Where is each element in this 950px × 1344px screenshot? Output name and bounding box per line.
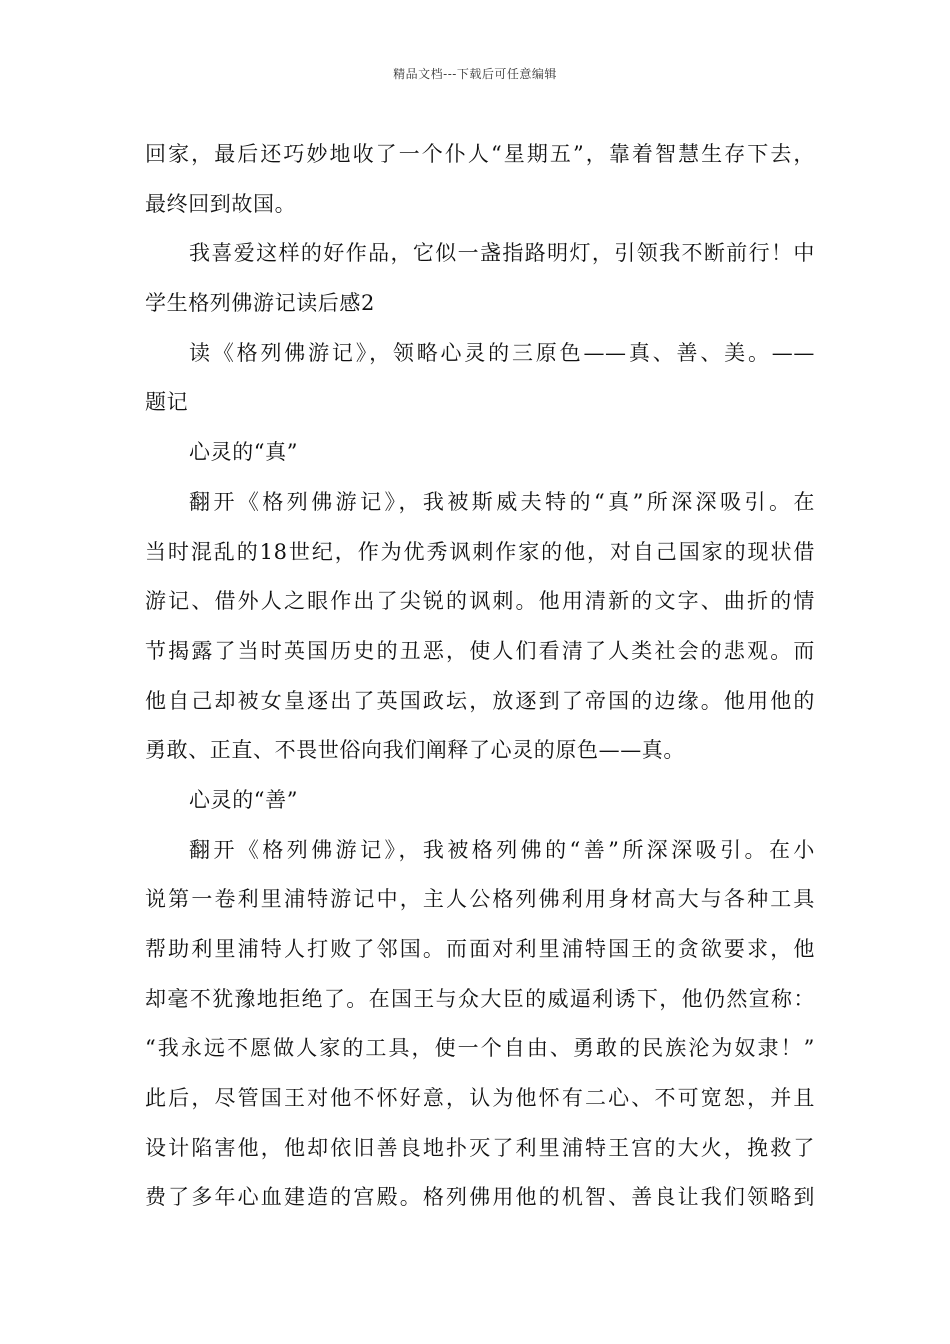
page-header: 精品文档---下载后可任意编辑 xyxy=(393,67,557,81)
text-line: 回家，最后还巧妙地收了一个仆人“星期五”，靠着智慧生存下去， xyxy=(145,142,816,166)
text-line: 题记 xyxy=(145,390,189,415)
text-line: 勇敢、正直、不畏世俗向我们阐释了心灵的原色——真。 xyxy=(145,738,685,763)
text-line: 翻开《格列佛游记》，我被格列佛的“善”所深深吸引。在小 xyxy=(189,837,815,862)
text-line: 游记、借外人之眼作出了尖锐的讽刺。他用清新的文字、曲折的情 xyxy=(145,589,815,614)
section-heading: 心灵的“善” xyxy=(189,787,299,812)
text-line: 此后，尽管国王对他不怀好意，认为他怀有二心、不可宽恕，并且 xyxy=(145,1086,815,1111)
text-line: “我永远不愿做人家的工具，使一个自由、勇敢的民族沦为奴隶！” xyxy=(145,1036,815,1061)
text-line: 学生格列佛游记读后感2 xyxy=(145,291,375,316)
document-body xyxy=(145,130,815,1223)
section-heading: 心灵的“真” xyxy=(189,440,299,465)
text-line: 设计陷害他，他却依旧善良地扑灭了利里浦特王宫的大火，挽救了 xyxy=(145,1135,815,1160)
text-line: 我喜爱这样的好作品，它似一盏指路明灯，引领我不断前行！中 xyxy=(189,241,815,266)
text-line: 却毫不犹豫地拒绝了。在国王与众大臣的威逼利诱下，他仍然宣称： xyxy=(145,986,815,1011)
text-line: 当时混乱的18世纪，作为优秀讽刺作家的他，对自己国家的现状借 xyxy=(145,539,815,564)
text-line: 费了多年心血建造的宫殿。格列佛用他的机智、善良让我们领略到 xyxy=(145,1185,815,1210)
text-line: 翻开《格列佛游记》，我被斯威夫特的“真”所深深吸引。在 xyxy=(189,489,815,514)
text-line: 读《格列佛游记》，领略心灵的三原色——真、善、美。—— xyxy=(189,340,815,365)
text-line: 节揭露了当时英国历史的丑恶，使人们看清了人类社会的悲观。而 xyxy=(145,638,815,663)
text-line: 最终回到故国。 xyxy=(145,191,297,216)
text-line: 他自己却被女皇逐出了英国政坛，放逐到了帝国的边缘。他用他的 xyxy=(145,688,815,713)
text-line: 说第一卷利里浦特游记中，主人公格列佛利用身材高大与各种工具 xyxy=(145,887,815,912)
text-line: 帮助利里浦特人打败了邻国。而面对利里浦特国王的贪欲要求，他 xyxy=(145,937,815,961)
